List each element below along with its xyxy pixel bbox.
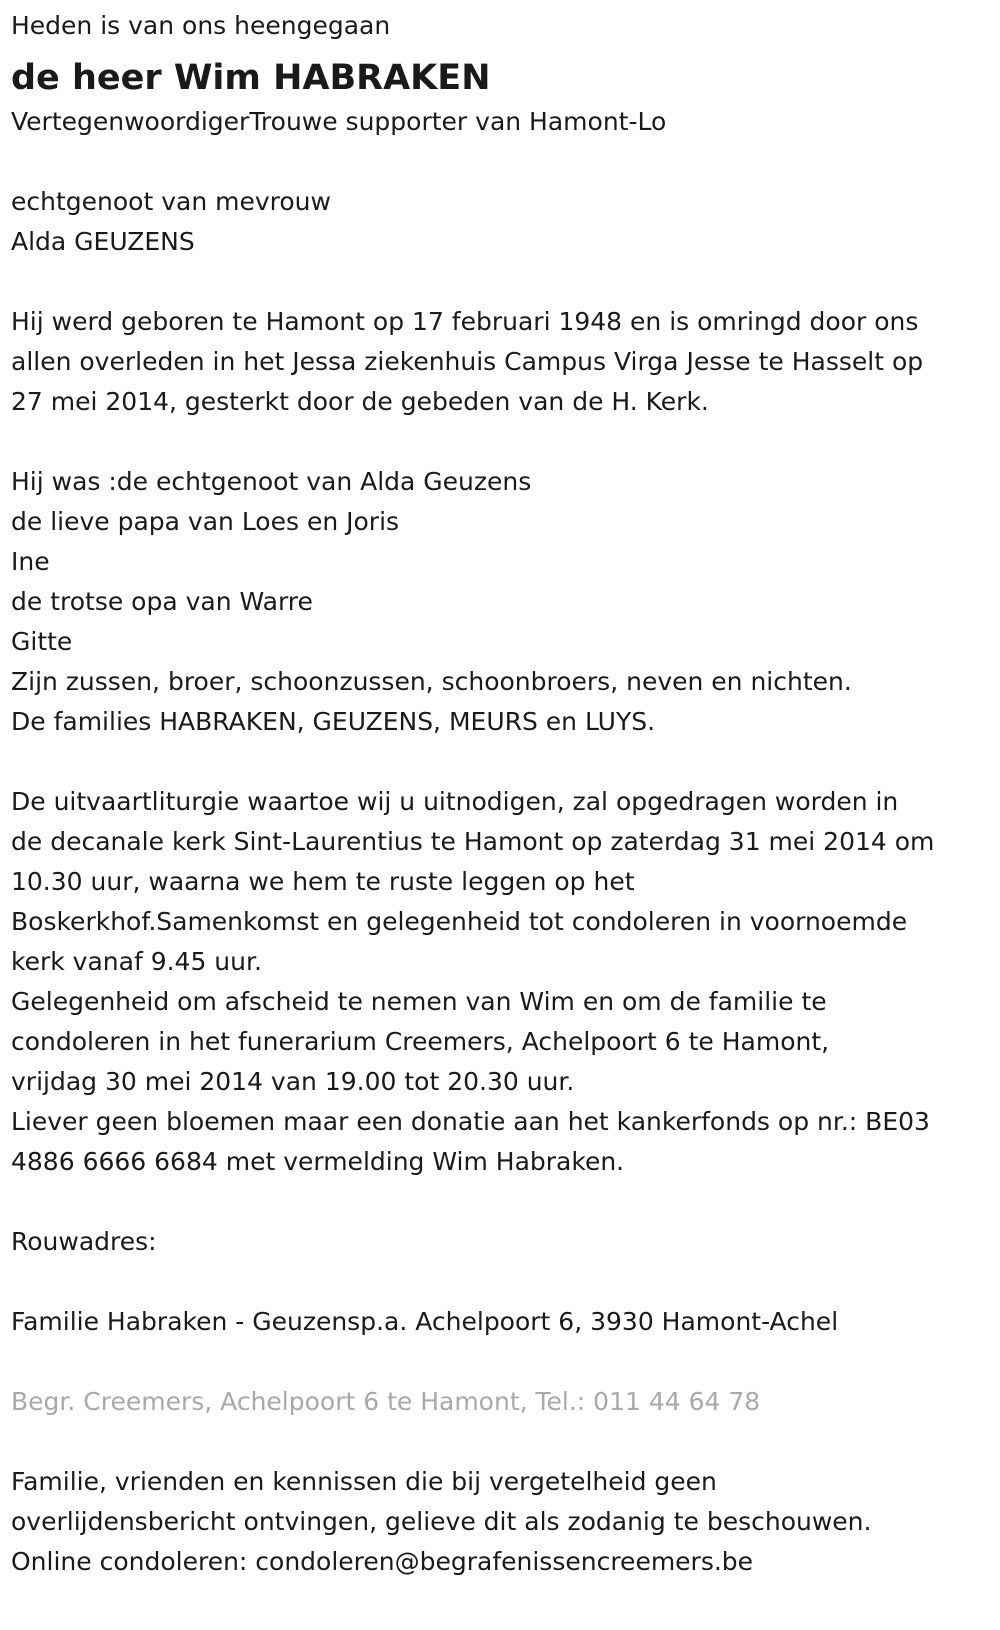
spacer	[11, 742, 990, 782]
spouse-name: Alda GEUZENS	[11, 227, 195, 256]
family-line: Gitte	[11, 627, 73, 656]
bio-line: Hij werd geboren te Hamont op 17 februari 1948 en is omringd door ons	[11, 307, 919, 336]
spacer	[11, 142, 990, 182]
ceremony-line: 10.30 uur, waarna we hem te ruste leggen op het	[11, 867, 635, 896]
funeral-home-info: Begr. Creemers, Achelpoort 6 te Hamont, Tel.: 011 44 64 78	[11, 1387, 761, 1416]
spacer	[11, 422, 990, 462]
family-line: Zijn zussen, broer, schoonzussen, schoonbroers, neven en nichten.	[11, 667, 852, 696]
ceremony-line: Gelegenheid om afscheid te nemen van Wim en om de familie te	[11, 987, 827, 1016]
intro-text: Heden is van ons heengegaan	[11, 11, 391, 40]
family-line: Hij was :de echtgenoot van Alda Geuzens	[11, 467, 532, 496]
closing-paragraph	[11, 1462, 990, 1582]
bio-line: allen overleden in het Jessa ziekenhuis Campus Virga Jesse te Hasselt op	[11, 347, 924, 376]
bio-paragraph	[11, 302, 990, 422]
spacer	[11, 1422, 990, 1462]
spouse-label: echtgenoot van mevrouw	[11, 187, 331, 216]
family-line: de lieve papa van Loes en Joris	[11, 507, 400, 536]
family-paragraph	[11, 462, 990, 742]
ceremony-line: De uitvaartliturgie waartoe wij u uitnodigen, zal opgedragen worden in	[11, 787, 899, 816]
ceremony-line: condoleren in het funerarium Creemers, Achelpoort 6 te Hamont,	[11, 1027, 830, 1056]
spacer	[11, 1262, 990, 1302]
spacer	[11, 262, 990, 302]
online-condolence-line[interactable]: Online condoleren: condoleren@begrafenissencreemers.be	[11, 1547, 754, 1576]
bio-line: 27 mei 2014, gesterkt door de gebeden van de H. Kerk.	[11, 387, 709, 416]
deceased-name: de heer Wim HABRAKEN	[11, 58, 491, 98]
ceremony-line: Boskerkhof.Samenkomst en gelegenheid tot condoleren in voornoemde	[11, 907, 908, 936]
mourning-address: Familie Habraken - Geuzensp.a. Achelpoort 6, 3930 Hamont-Achel	[11, 1307, 839, 1336]
spacer	[11, 1182, 990, 1222]
ceremony-line: de decanale kerk Sint-Laurentius te Hamont op zaterdag 31 mei 2014 om	[11, 827, 935, 856]
ceremony-line: kerk vanaf 9.45 uur.	[11, 947, 262, 976]
ceremony-line: 4886 6666 6684 met vermelding Wim Habraken.	[11, 1147, 625, 1176]
ceremony-line: vrijdag 30 mei 2014 van 19.00 tot 20.30 uur.	[11, 1067, 575, 1096]
spacer	[11, 1342, 990, 1382]
closing-line: overlijdensbericht ontvingen, gelieve dit als zodanig te beschouwen.	[11, 1507, 872, 1536]
family-line: de trotse opa van Warre	[11, 587, 313, 616]
occupation-text: VertegenwoordigerTrouwe supporter van Hamont-Lo	[11, 107, 667, 136]
address-label: Rouwadres:	[11, 1227, 157, 1256]
ceremony-paragraph	[11, 782, 990, 1182]
closing-line: Familie, vrienden en kennissen die bij vergetelheid geen	[11, 1467, 717, 1496]
ceremony-line: Liever geen bloemen maar een donatie aan het kankerfonds op nr.: BE03	[11, 1107, 930, 1136]
family-line: De families HABRAKEN, GEUZENS, MEURS en LUYS.	[11, 707, 656, 736]
family-line: Ine	[11, 547, 50, 576]
